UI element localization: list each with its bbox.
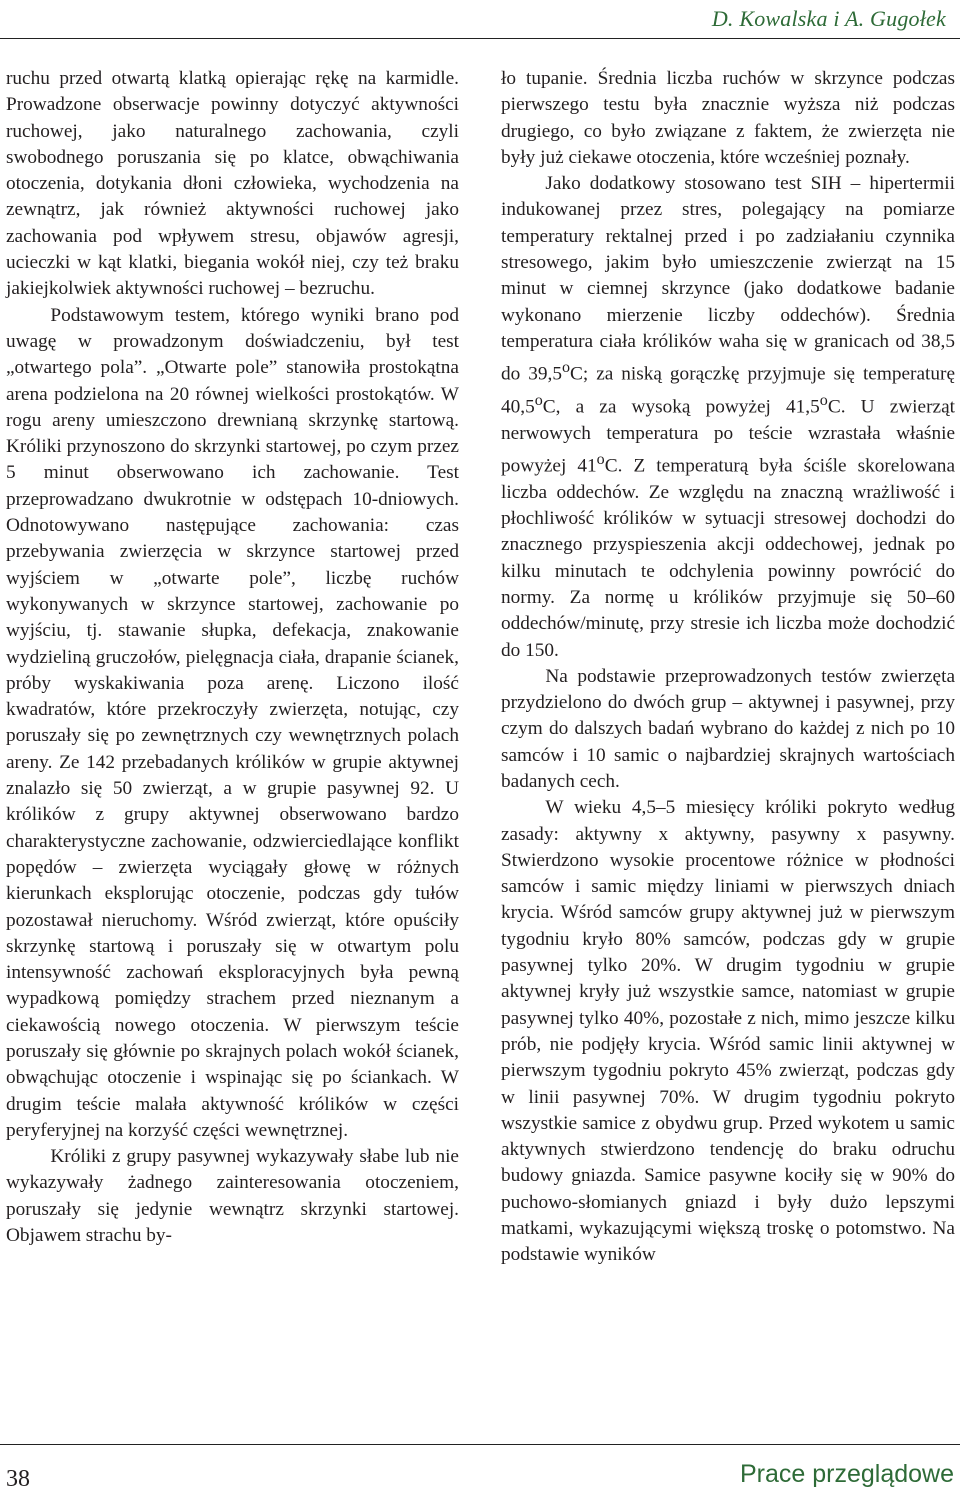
paragraph: Podstawowym testem, którego wyniki brano pod uwagę w prowadzonym doświadczeniu, był test „otwartego pola”. „Otwarte pole” stanowiła prostokątna arena podzielona na 20 równej wielkości prostokątów. W rogu areny umieszczono drewnianą skrzynkę startową. Króliki przynoszono do skrzynki startowej, po czym przez 5 minut obserwowano ich zachowanie. Test przeprowadzano dwukrotnie w odstępach 10-dniowych. Odnotowywano następujące zachowania: czas przebywania zwierzęcia w skrzynce startowej przed wyjściem w „otwarte pole”, liczbę ruchów wykonywanych w skrzynce startowej, zachowanie po wyjściu, tj. stawanie słupka, defekacja, znakowanie wydzieliną gruczołów, pielęgnacja ciała, drapanie ścianek, próby wyskakiwania poza arenę. Liczono ilość kwadratów, które przekroczyły zwierzęta, notując, czy poruszały się po zewnętrznych czy wewnętrznych polach areny. Ze 142 przebadanych królików w grupie aktywnej znalazło się 50 zwierząt, a w grupie pasywnej 92. U królików z grupy aktywnej obserwowano bardzo charakterystyczne zachowanie, odzwierciedlające konflikt popędów – zwierzęta wyciągały głowę w różnych kierunkach eksplorując otoczenie, podczas gdy tułów pozostawał nieruchomy. Wśród zwierząt, które opuściły skrzynkę startową i poruszały się w otwartym polu intensywność zachowań eksploracyjnych była pewną wypadkową pomiędzy strachem przed nieznanym a ciekawością nowego otoczenia. W pierwszym teście poruszały się głównie po skrajnych polach wokół ścianek, obwąchując otoczenie i wspinając się po ściankach. W drugim teście malała aktywność królików w części peryferyjnej na korzyść części wewnętrznej. (6, 304, 459, 1141)
paragraph: W wieku 4,5–5 miesięcy króliki pokryto według zasady: aktywny x aktywny, pasywny x pasywny. Stwierdzono wysokie procentowe różnice w płodności samców i samic między liniami w pierwszych dniach krycia. Wśród samców grupy aktywnej już w pierwszym tygodniu kryło 80% samców, podczas gdy w grupie pasywnej tylko 20%. W drugim tygodniu w grupie aktywnej kryły już wszystkie samce, natomiast w grupie pasywnej tylko 40%, pozostałe z nich, mimo jeszcze kilku prób, nie podjęły krycia. Wśród samic linii aktywnej w pierwszym tygodniu pokryto 45% zwierząt, podczas gdy w linii pasywnej 70%. W drugim tygodniu pokryto wszystkie samice z obydwu grup. Przed wykotem u samic aktywnych stwierdzono tendencję do braku odruchu budowy gniazda. Samice pasywne kociły się w 90% do puchowo-słomianych gniazd i były dużo lepszymi matkami, wykazującymi większą troskę o potomstwo. Na podstawie wyników (501, 797, 955, 1266)
degree-superscript: o (596, 451, 605, 468)
paragraph-temperature (501, 171, 955, 664)
paragraph: Króliki z grupy pasywnej wykazywały słabe lub nie wykazywały żadnego zainteresowania otoczeniem, poruszały się jedynie wewnątrz skrzynki startowej. Objawem strachu by- (6, 1146, 459, 1247)
text-run: C, a za wysoką powyżej 41,5 (542, 396, 820, 418)
degree-superscript: o (819, 391, 828, 409)
right-text-column (501, 66, 955, 1269)
section-label: Prace przeglądowe (739, 1460, 954, 1488)
degree-superscript: o (534, 391, 543, 409)
paragraph: ruchu przed otwartą klatką opierając rękę na karmidle. Prowadzone obserwacje powinny dotyczyć aktywności ruchowej, jako naturalnego zachowania, czyli swobodnego poruszania się po klatce, obwąchiwania otoczenia, dotykania dłoni człowieka, wychodzenia na zewnątrz, jak również aktywności ruchowej jako zachowania pod wpływem stresu, objawów agresji, ucieczki w kąt klatki, biegania wokół niej, czy też braku jakiejkolwiek aktywności ruchowej – bezruchu. (6, 68, 459, 300)
running-header-authors: D. Kowalska i A. Gugołek (711, 6, 946, 31)
text-run: C; za niską gorączkę przyjmuje się temperaturę 40,5 (501, 363, 956, 418)
footer-divider (0, 1444, 960, 1445)
paragraph: ło tupanie. Średnia liczba ruchów w skrzynce podczas pierwszego testu była znacznie wyższa niż podczas drugiego, co było związane z faktem, że zwierzęta nie były już ciekawe otoczenia, które wcześniej poznały. (501, 68, 955, 168)
page-number: 38 (6, 1466, 30, 1492)
header-divider (0, 38, 960, 39)
degree-superscript: o (561, 359, 571, 377)
text-run: Jako dodatkowy stosowano test SIH – hipertermii indukowanej przez stres, polegający na pomiarze temperatury rektalnej przed i po zadziałaniu czynnika stresowego, jakim było umieszczenie zwierząt na 15 minut w ciemnej skrzynce (jako dodatkowe badanie wykonano mierzenie liczby oddechów). Średnia temperatura ciała królików waha się w granicach od 38,5 do 39,5 (501, 173, 955, 385)
paragraph: Na podstawie przeprowadzonych testów zwierzęta przydzielono do dwóch grup – aktywnej i pasywnej, przy czym do dalszych badań wybrano do każdej z nich po 10 samców i 10 samic o najbardziej skrajnych wartościach badanych cech. (501, 665, 955, 792)
text-run: C. U zwierząt nerwowych temperatura po teście wzrastała właśnie powyżej 41 (501, 396, 955, 477)
left-text-column (6, 66, 459, 1249)
text-run: C. Z temperaturą była ściśle skorelowana liczba oddechów. Ze względu na znaczną wrażliwość i płochliwość królików w sytuacji stresowej dochodzi do znacznego przyspieszenia akcji oddechowej, jednak po kilku minutach te odchylenia powinny powrócić do normy. Za normę u królików przyjmuje się 50–60 oddechów/minutę, przy stresie ich liczba może dochodzić do 150. (501, 455, 956, 661)
